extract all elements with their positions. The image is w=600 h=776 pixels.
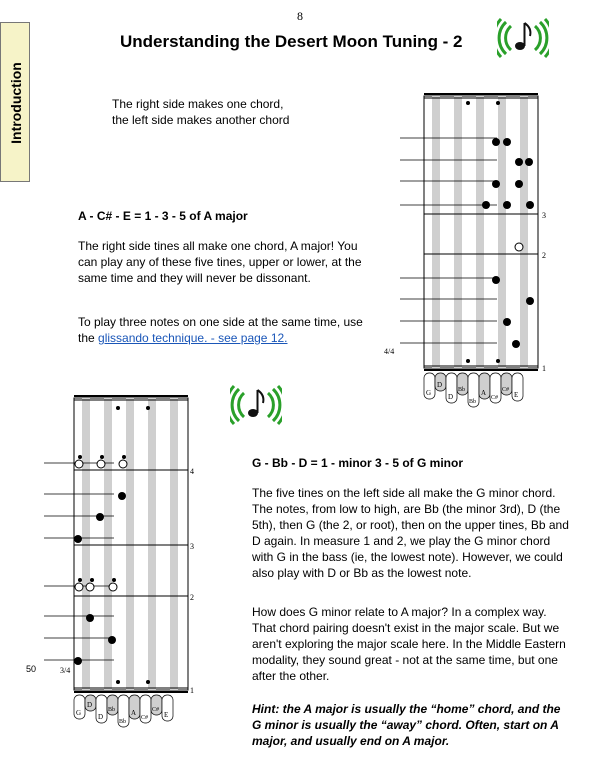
measure-number: 2: [542, 251, 546, 260]
music-note-audio-icon[interactable]: [230, 385, 282, 425]
tine-keys: [424, 373, 523, 407]
music-note-audio-icon[interactable]: [497, 18, 549, 58]
chord-g-body-2: How does G minor relate to A major? In a complex way. That chord pairing doesn't exist in the major scale. But we aren't exploring the major scale here. In the Middle Eastern modality, they sound great - not at the same time, but one after the other.: [252, 605, 566, 683]
page-number: 8: [297, 9, 303, 23]
tab-staff: [400, 94, 538, 370]
tine-label: G: [76, 709, 82, 717]
tine-label: C#: [141, 715, 149, 721]
tine-label: C#: [491, 395, 499, 401]
measure-number: 3: [190, 542, 194, 551]
time-signature: 3/4: [60, 666, 71, 675]
tine-label: E: [514, 391, 519, 399]
margin-number: 50: [26, 664, 37, 674]
tine-label: Bb: [108, 707, 116, 713]
tine-label: A: [481, 389, 487, 397]
tine-label: E: [164, 711, 169, 719]
tine-label: G: [426, 389, 432, 397]
side-tab-label: Introduction: [8, 62, 24, 144]
tine-keys: [74, 695, 173, 727]
intro-text: [112, 96, 342, 128]
glissando-link[interactable]: glissando technique. - see page 12.: [98, 331, 288, 345]
tablature-a-major: [380, 88, 550, 410]
intro-line-2: the left side makes another chord: [112, 113, 290, 127]
tine-label: D: [98, 713, 104, 721]
measure-number: 1: [542, 364, 546, 373]
tine-label: D: [448, 393, 454, 401]
page-title: Understanding the Desert Moon Tuning - 2: [120, 32, 463, 51]
measure-number: 4: [190, 467, 194, 476]
tine-label: Bb: [458, 387, 466, 393]
tine-label: A: [131, 709, 137, 717]
tablature-g-minor: [30, 390, 200, 742]
tine-label: C#: [152, 707, 160, 713]
tine-label: Bb: [119, 719, 127, 725]
chord-a-body: The right side tines all make one chord, A major! You can play any of these five tines, upper or lower, at the same time and they will never be dissonant.: [78, 239, 362, 285]
intro-line-1: The right side makes one chord,: [112, 97, 284, 111]
hint-text: Hint: the A major is usually the “home” chord, and the G minor is usually the “away” chord. Often, start on A major, and usually end on A major.: [252, 702, 561, 748]
glissando-prefix: To play three notes on one side at the same time, use the: [78, 315, 363, 345]
measure-number: 3: [542, 211, 546, 220]
measure-number: 1: [190, 686, 194, 695]
tine-label: D: [87, 701, 93, 709]
tine-label: Bb: [469, 399, 477, 405]
measure-number: 2: [190, 593, 194, 602]
introduction-side-tab[interactable]: [0, 22, 30, 182]
time-signature: 4/4: [384, 347, 395, 356]
chord-a-heading: A - C# - E = 1 - 3 - 5 of A major: [78, 209, 248, 223]
chord-g-heading: G - Bb - D = 1 - minor 3 - 5 of G minor: [252, 456, 464, 470]
tab-staff: [44, 396, 188, 692]
tine-label: C#: [502, 387, 510, 393]
chord-g-body: The five tines on the left side all make the G minor chord. The notes, from low to high, are Bb (the minor 3rd), D (the 5th), then G (the 2, or root), then on the upper tines, Bb and D again. In measure 1 and 2, we play the G minor chord with G in the bass (ie, the lowest note). However, we could also play with D or Bb as the lowest note.: [252, 486, 569, 580]
glissando-paragraph: [78, 314, 370, 346]
tine-label: D: [437, 381, 443, 389]
